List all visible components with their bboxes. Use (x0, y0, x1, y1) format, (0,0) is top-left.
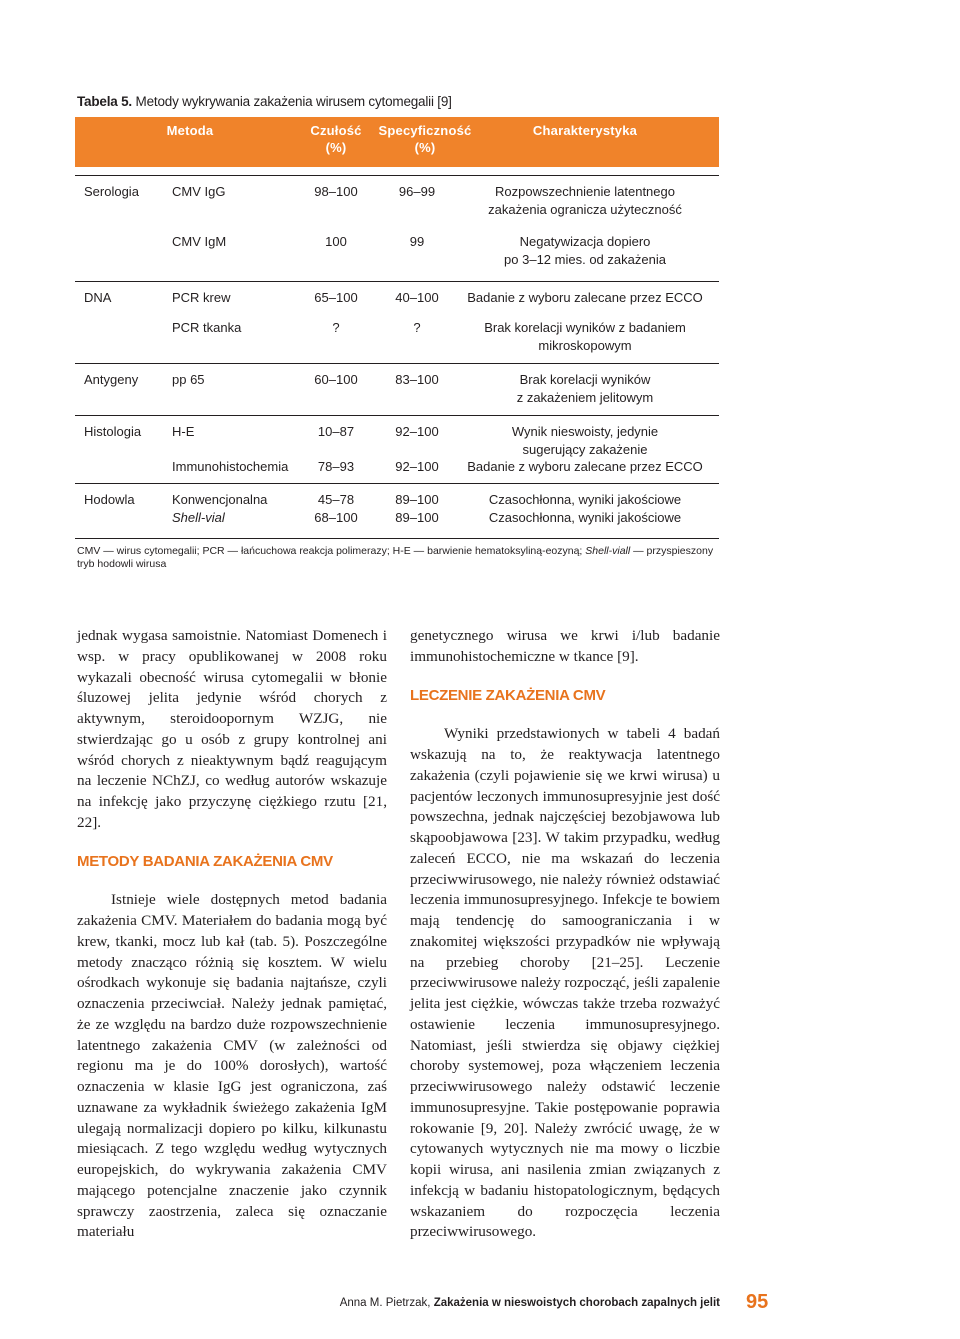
table-row (75, 281, 719, 305)
cell-characteristic: Badanie z wyboru zalecane przez ECCO (467, 290, 703, 305)
header-sensitivity-line1: Czułość (310, 123, 362, 138)
cell-characteristic: Badanie z wyboru zalecane przez ECCO (467, 459, 703, 474)
footer-author: Anna M. Pietrzak, (339, 1297, 431, 1309)
cell-sensitivity: 78–93 (317, 459, 355, 474)
cell-method: PCR tkanka (172, 320, 242, 335)
cell-method: CMV IgG (172, 184, 226, 199)
cell-characteristic: Czasochłonna, wyniki jakościowe (488, 510, 682, 525)
paragraph: Istnieje wiele dostępnych metod badania zakażenia CMV. Materiałem do badania mogą być krew, tkanki, mocz lub kał (tab. 5). Poszczególne metody znacząco różnią się kosztem. W wielu ośrodkach wykonuje się badania najtańsze, czyli oznaczenia przeciwciał. Należy jednak pamiętać, że ze względu na bardzo duże rozpowszechnienie latentnego zakażenia CMV (w zależności od regionu ma je do 100% dorosłych), wartość oznaczenia w klasie IgG jest ograniczona, zaś uznawane za wykładnik świeżego zakażenia IgM ulegają normalizacji dopiero po kilku, kilkunastu miesiącach. Z tego względu według wytycznych europejskich, do wykrywania zakażenia CMV mającego potencjalne znaczenie jako czynnik sprawczy zaostrzenia, zaleca się oznaczanie materiału (77, 891, 387, 1241)
footnote-italic: Shell-viall (585, 545, 631, 557)
header-specificity-line2: (%) (414, 140, 436, 155)
header-sensitivity-line2: (%) (325, 140, 347, 155)
cell-specificity: 40–100 (395, 290, 439, 305)
table-row (75, 175, 719, 217)
cell-specificity: 83–100 (395, 372, 439, 387)
cell-characteristic-line1: Rozpowszechnienie latentnego (495, 184, 675, 199)
table-caption (77, 94, 452, 109)
page-number: 95 (746, 1291, 769, 1313)
cell-group: DNA (84, 290, 112, 305)
cell-characteristic-line2: z zakażeniem jelitowym (516, 390, 654, 405)
cell-sensitivity: 65–100 (314, 290, 358, 305)
cell-method: CMV IgM (172, 234, 227, 249)
cell-sensitivity: ? (332, 320, 340, 335)
header-method: Metoda (166, 123, 214, 138)
header-characteristic: Charakterystyka (532, 123, 638, 138)
cell-characteristic (465, 183, 705, 219)
cell-characteristic-line1: Brak korelacji wyników z badaniem (484, 320, 686, 335)
footer-article-title: Zakażenia w nieswoistych chorobach zapalnych jelit (433, 1297, 720, 1309)
cell-group: Hodowla (84, 492, 135, 507)
table-caption-text: Metody wykrywania zakażenia wirusem cytomegalii [9] (135, 94, 452, 109)
running-footer (340, 1297, 720, 1309)
cell-specificity: 96–99 (398, 184, 436, 199)
cell-specificity: 92–100 (395, 424, 439, 439)
footnote-tail: — przyspieszony tryb hodowli wirusa (77, 545, 714, 570)
cell-method: Shell-vial (172, 510, 225, 525)
cell-sensitivity: 10–87 (317, 424, 355, 439)
cell-characteristic-line2: po 3–12 mies. od zakażenia (504, 252, 666, 267)
section-heading: LECZENIE ZAKAŻENIA CMV (410, 686, 606, 704)
paragraph: jednak wygasa samoistnie. Natomiast Domenech i wsp. w pracy opublikowanej w 2008 roku wykazali obecność wirusa cytomegalii w błonie śluzowej jelita jedynie wśród chorych z aktywnym, steroidoopornym WZJG, nie stwierdzając go u osób z grupy kontrolnej ani wśród chorych z nieaktywnym bądź reagującym na leczenie NChZJ, co według autorów wskazuje na infekcję jako przyczynę ciężkiego rzutu [21, 22]. (77, 627, 387, 831)
cell-characteristic (465, 371, 705, 407)
cell-group: Antygeny (84, 372, 139, 387)
header-specificity-line1: Specyficzność (378, 123, 472, 138)
cell-characteristic-line1: Negatywizacja dopiero (519, 234, 651, 249)
cell-specificity: ? (413, 320, 421, 335)
cell-characteristic (465, 233, 705, 269)
table-header (75, 117, 719, 167)
paragraph: Wyniki przedstawionych w tabeli 4 badań wskazują na to, że reaktywacja latentnego zakażenia (czyli pojawienie się we krwi wirusa) u pacjentów leczonych immunosupresyjnie jest dość powszechna, jednak najczęściej bezobjawowa lub skąpoobjawowa [23]. W takim przypadku, według zaleceń ECCO, nie ma wskazań do leczenia przeciwwirusowego, nie należy również odstawiać leczenia immunosupresyjnego. Infekcje te bowiem mają tendencję do samoograniczania i w znakomitej większości przypadków nie wpływają na przebieg choroby [21–25]. Leczenie przeciwwirusowe należy rozpocząć, jeśli zapalenie jelita jest ciężkie, wówczas także trzeba rozważyć ostawienie leczenia immunosupresyjnego. Natomiast, jeśli stwierdza się objawy ciężkiej choroby systemowej, poza włączeniem leczenia przeciwwirusowego należy odstawić leczenie immunosupresyjne. Takie postępowanie poprawia rokowanie [9, 20]. Należy zwrócić uwagę, że w cytowanych wytycznych nie ma mowy o liczbie kopii wirusa, ani nasilenia zmian związanych z infekcją w badaniu histopatologicznym, będących wskazaniem do rozpoczęcia leczenia przeciwwirusowego. (410, 725, 720, 1241)
cell-specificity: 89–100 (395, 510, 439, 525)
cell-sensitivity: 100 (325, 234, 347, 249)
table-body (75, 167, 719, 539)
cell-characteristic: Czasochłonna, wyniki jakościowe (488, 492, 682, 507)
cell-characteristic (465, 319, 705, 355)
cell-specificity: 99 (409, 234, 425, 249)
header-specificity (375, 122, 475, 156)
cell-method: Immunohistochemia (172, 459, 289, 474)
cell-characteristic-line1: Wynik nieswoisty, jedynie (511, 424, 659, 439)
cell-sensitivity: 98–100 (314, 184, 358, 199)
cell-sensitivity: 68–100 (314, 510, 358, 525)
table-caption-label: Tabela 5. (77, 94, 132, 109)
cell-method: Konwencjonalna (172, 492, 268, 507)
header-sensitivity (301, 122, 371, 156)
cell-method: H-E (172, 424, 195, 439)
table-row (75, 415, 719, 457)
cell-characteristic-line2: zakażenia ogranicza użyteczność (488, 202, 682, 217)
cell-characteristic (465, 423, 705, 459)
cell-sensitivity: 45–78 (317, 492, 355, 507)
cell-group: Serologia (84, 184, 139, 199)
table-row (75, 363, 719, 405)
table-row (75, 483, 719, 507)
cell-specificity: 89–100 (395, 492, 439, 507)
paragraph: genetycznego wirusa we krwi i/lub badanie immunohistochemiczne w tkance [9]. (410, 627, 720, 665)
cell-group: Histologia (84, 424, 142, 439)
cell-characteristic-line2: sugerujący zakażenie (522, 442, 648, 457)
footnote-text: CMV — wirus cytomegalii; PCR — łańcuchowa reakcja polimerazy; H-E — barwienie hematoksyliną-eozyną; (77, 545, 586, 557)
cell-method: pp 65 (172, 372, 205, 387)
right-column (410, 626, 720, 1243)
cell-characteristic-line1: Brak korelacji wyników (519, 372, 651, 387)
cell-specificity: 92–100 (395, 459, 439, 474)
section-heading: METODY BADANIA ZAKAŻENIA CMV (77, 852, 333, 870)
cell-characteristic-line2: mikroskopowym (538, 338, 632, 353)
cell-method: PCR krew (172, 290, 231, 305)
left-column (77, 626, 387, 1243)
cell-sensitivity: 60–100 (314, 372, 358, 387)
table-footnote (77, 545, 717, 571)
